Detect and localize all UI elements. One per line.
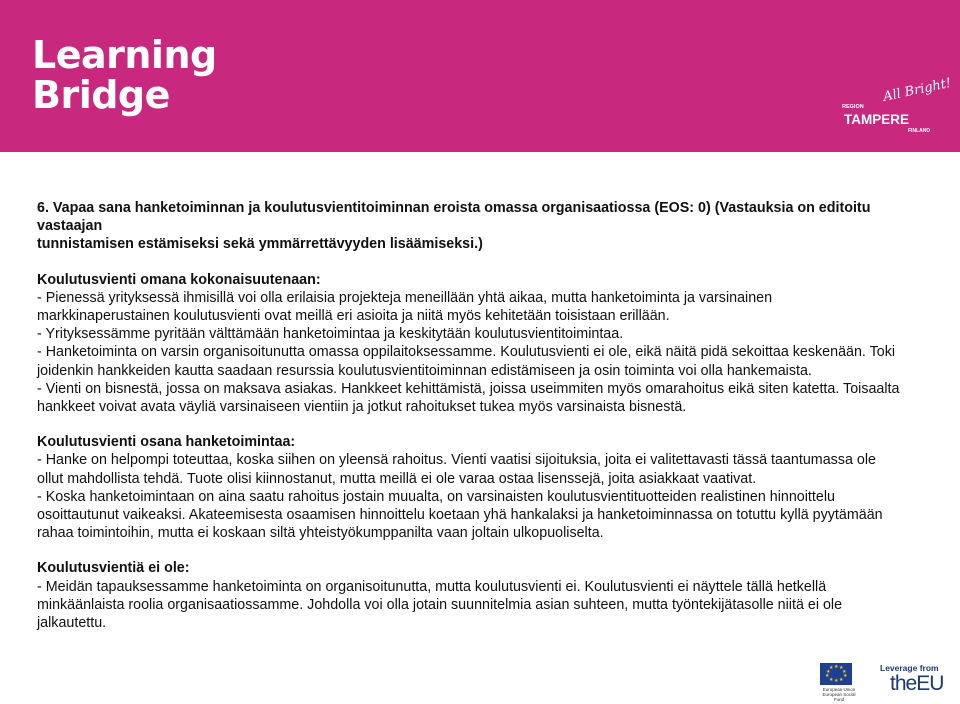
header-banner <box>0 0 960 152</box>
text-line: - Yrityksessämme pyritään välttämään hanketoimintaa ja keskitytään koulutusvientitoimintaa. <box>37 326 624 343</box>
section-heading: Koulutusvientiä ei ole: <box>37 560 190 577</box>
text-line: - Hanke on helpompi toteuttaa, koska siihen on yleensä rahoitus. Vienti vaatisi sijoituksia, joita ei valitettavasti tässä taantumassa ole <box>37 452 876 469</box>
the-eu-logo-text: theEU <box>890 672 944 695</box>
region-tampere-logo <box>838 75 953 134</box>
logo-line-bridge: Bridge <box>32 73 170 117</box>
text-line: minkäänlaista roolia organisaatiossamme. Johdolla voi olla jotain suunnitelmia asian suhteen, mutta työntekijätasolle niitä ei ole <box>37 596 843 613</box>
section-standalone-export <box>37 271 917 417</box>
text-line: rahaa toimintoihin, mutta ei koskaan siltä yhteistyökumppanilta vaan joltain ulkopuoliselta. <box>37 525 604 542</box>
footer-logos <box>818 660 956 702</box>
text-line: - Meidän tapauksessamme hanketoiminta on organisoitunutta, mutta koulutusvienti ei. Koulutusvienti ei näyttele tällä hetkellä <box>37 578 827 595</box>
logo-line-learning: Learning <box>32 33 217 77</box>
section-no-export <box>37 559 917 632</box>
text-line: joidenkin hankkeiden kautta saadaan resurssia koulutusvientitoiminnan edistämiseen ja osin toiminta voi olla hankemaista. <box>37 362 812 379</box>
text-line: osoittautunut vaikeaksi. Akateemisesta osaamisen hinnoittelu koetaan yhä hankalaksi ja hanketoiminnassa on totuttu kyllä pyytämään <box>37 507 883 524</box>
learning-bridge-logo <box>32 33 217 117</box>
document-body <box>37 199 917 632</box>
eu-caption-line: European Social Fund <box>822 692 856 702</box>
text-line: ollut mahdollista tehdä. Tuote olisi kiinnostanut, mutta meillä ei ole varaa ostaa lisenssejä, joita asiakkaat vaativat. <box>37 470 757 487</box>
eu-caption-line: European Union <box>822 687 856 692</box>
leverage-label: Leverage from <box>880 663 939 673</box>
eu-caption <box>818 687 860 702</box>
finland-text: FINLAND <box>908 128 930 134</box>
eu-flag-icon: ★ ★ ★ ★ ★ ★ ★ ★ ★ ★ <box>820 663 852 685</box>
text-line: - Koska hanketoimintaan on aina saatu rahoitus jostain muualta, on varsinaisten koulutusvientituotteiden realistinen hinnoittelu <box>37 488 835 505</box>
section-heading: Koulutusvienti omana kokonaisuutenaan: <box>37 271 321 288</box>
text-line: - Vienti on bisnestä, jossa on maksava asiakas. Hankkeet kehittämistä, joissa useimmiten myös omarahoitus eikä siten katetta. Toisaalta <box>37 380 900 397</box>
tampere-text: TAMPERE <box>844 112 910 127</box>
section-export-in-projects <box>37 433 917 542</box>
question-block <box>37 199 917 254</box>
text-line: markkinaperustainen koulutusvienti ovat meillä eri asioita ja niitä myös kehitetään toisistaan erillään. <box>37 308 670 325</box>
text-line: jalkautettu. <box>37 615 107 632</box>
text-line: - Pienessä yrityksessä ihmisillä voi olla erilaisia projekteja meneillään yhtä aikaa, mutta hanketoiminta ja varsinainen <box>37 289 773 306</box>
question-line: 6. Vapaa sana hanketoiminnan ja koulutusvientitoiminnan eroista omassa organisaatiossa (EOS: 0) (Vastauksia on editoitu vastaajan <box>37 200 871 235</box>
text-line: hankkeet voivat avata väyliä varsinaiseen vientiin ja jotkut rahoitukset tukea myös varsinaista bisnestä. <box>37 399 687 416</box>
section-heading: Koulutusvienti osana hanketoimintaa: <box>37 434 296 451</box>
text-line: - Hanketoiminta on varsin organisoitunutta omassa oppilaitoksessamme. Koulutusvienti ei ole, eikä näitä pidä sekoittaa keskenään. Toki <box>37 344 896 361</box>
question-line: tunnistamisen estämiseksi sekä ymmärrettävyyden lisäämiseksi.) <box>37 236 483 253</box>
all-bright-text: All Bright! <box>882 75 953 105</box>
region-label: REGION <box>842 104 864 110</box>
